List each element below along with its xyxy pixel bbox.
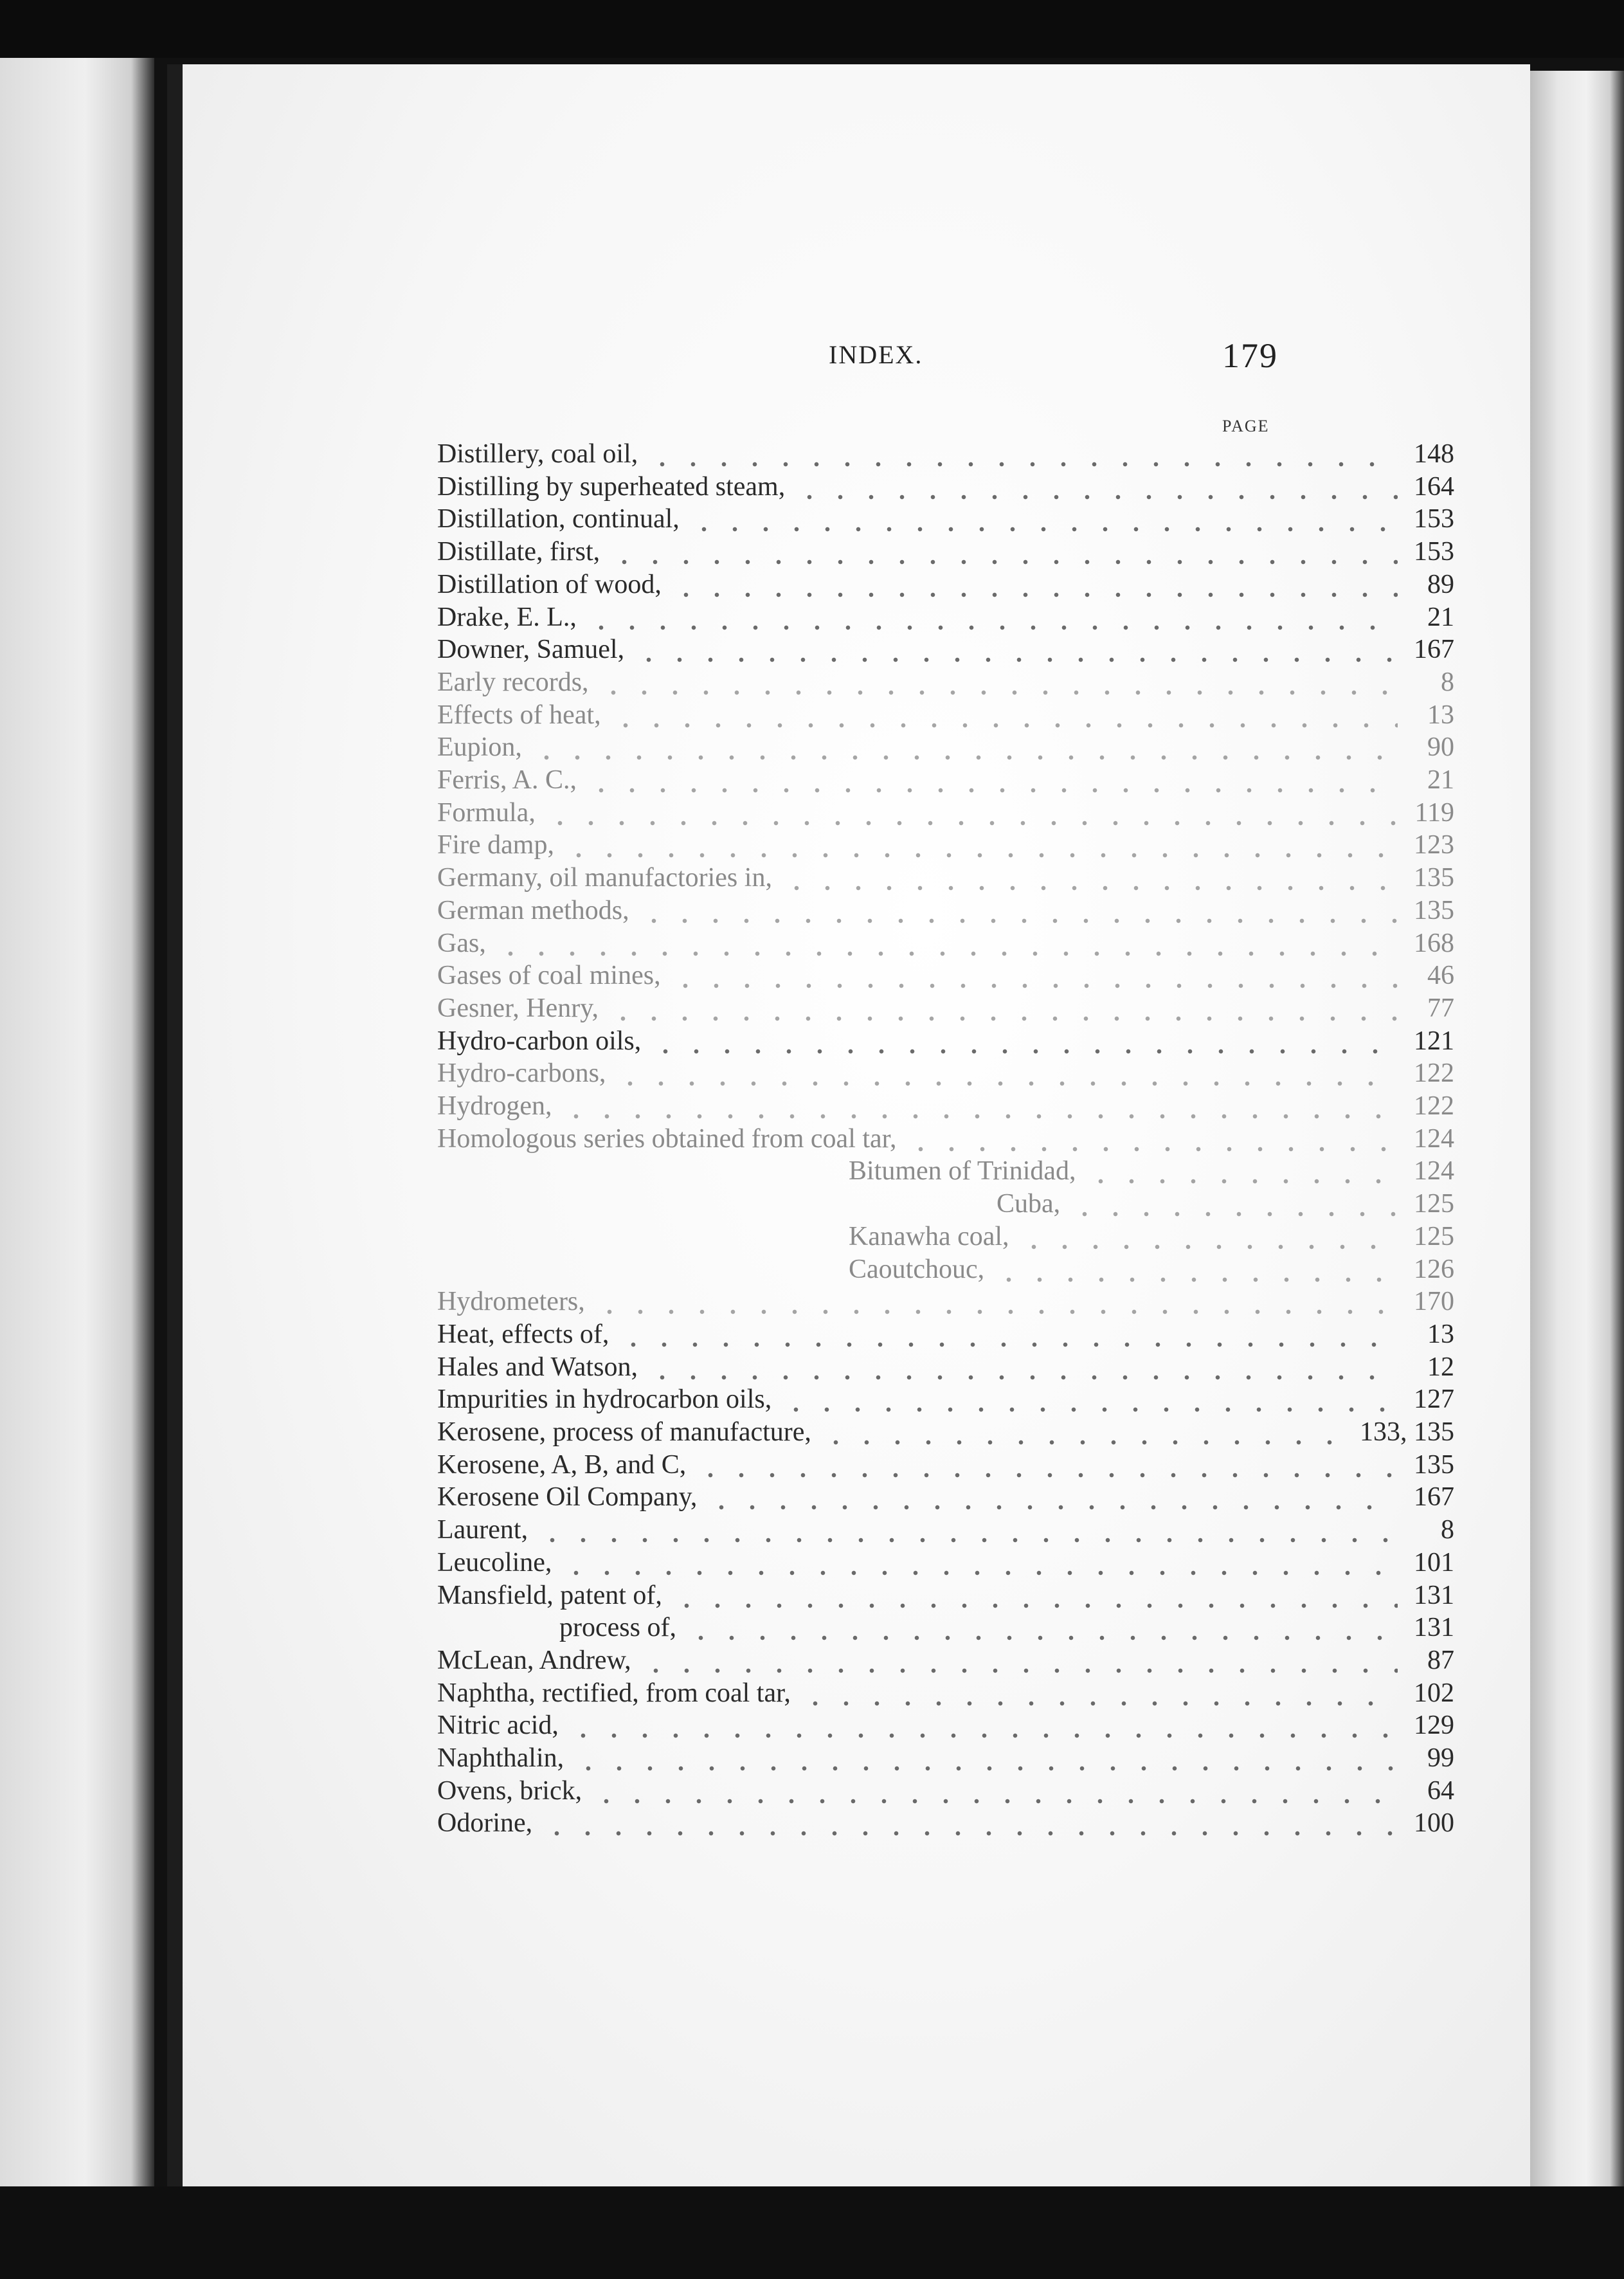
dot-leader — [561, 1546, 1398, 1579]
index-entry — [437, 1448, 1454, 1482]
index-term: Caoutchouc, — [849, 1255, 985, 1284]
dot-leader — [647, 437, 1398, 471]
index-entry — [437, 731, 1454, 764]
dot-leader — [685, 1611, 1398, 1644]
index-page-ref: 135 — [1414, 896, 1454, 925]
dot-leader — [586, 601, 1398, 634]
index-entry — [437, 1741, 1454, 1775]
dot-leader — [640, 1644, 1398, 1677]
index-term: Ferris, A. C., — [437, 765, 577, 795]
dot-leader — [561, 1089, 1398, 1123]
index-page-ref: 77 — [1427, 994, 1454, 1023]
index-page-ref: 100 — [1414, 1808, 1454, 1838]
index-entry — [437, 1318, 1454, 1351]
index-entry — [437, 959, 1454, 992]
index-page-ref: 125 — [1414, 1189, 1454, 1219]
index-term: Hydrometers, — [437, 1287, 585, 1316]
index-entry — [437, 698, 1454, 732]
dot-leader — [820, 1415, 1348, 1449]
index-term: Kanawha coal, — [849, 1222, 1009, 1251]
index-page-ref: 153 — [1414, 504, 1454, 534]
dot-leader — [780, 1383, 1398, 1416]
index-entry — [437, 1676, 1454, 1710]
index-term: Distillate, first, — [437, 537, 600, 567]
index-page-ref: 87 — [1427, 1646, 1454, 1675]
index-term: Laurent, — [437, 1515, 528, 1545]
index-page-ref: 167 — [1414, 635, 1454, 664]
index-entry — [437, 796, 1454, 830]
index-term: Bitumen of Trinidad, — [849, 1156, 1076, 1186]
index-entry — [437, 1024, 1454, 1058]
page-number: 179 — [1222, 336, 1278, 375]
dot-leader — [563, 828, 1398, 862]
index-page-ref: 127 — [1414, 1385, 1454, 1414]
index-page-ref: 8 — [1441, 667, 1454, 697]
index-page-ref: 148 — [1414, 439, 1454, 469]
index-page-ref: 122 — [1414, 1091, 1454, 1121]
index-entry — [437, 1546, 1454, 1579]
index-page-ref: 122 — [1414, 1058, 1454, 1088]
index-term: Heat, effects of, — [437, 1320, 609, 1349]
page-fore-edge — [1530, 71, 1624, 2186]
index-entry — [437, 633, 1454, 666]
dot-leader — [615, 1057, 1398, 1090]
dot-leader — [531, 731, 1398, 764]
index-page-ref: 167 — [1414, 1482, 1454, 1512]
dot-leader — [1085, 1154, 1398, 1188]
book-page — [183, 64, 1530, 2186]
index-entry — [437, 992, 1454, 1025]
index-page-ref: 125 — [1414, 1222, 1454, 1251]
index-entry — [437, 601, 1454, 634]
index-term: Kerosene, A, B, and C, — [437, 1450, 687, 1480]
dot-leader — [594, 1285, 1398, 1318]
index-page-ref: 119 — [1414, 798, 1454, 828]
index-page-ref: 13 — [1427, 700, 1454, 730]
index-entry — [437, 894, 1454, 927]
dot-leader — [689, 502, 1398, 536]
index-term: Drake, E. L., — [437, 603, 577, 632]
page-column-label: PAGE — [1222, 417, 1270, 435]
index-term: Eupion, — [437, 732, 522, 762]
index-entry — [437, 1579, 1454, 1612]
index-term: Downer, Samuel, — [437, 635, 625, 664]
index-term: McLean, Andrew, — [437, 1646, 631, 1675]
dot-leader — [905, 1122, 1398, 1156]
index-entry — [437, 502, 1454, 536]
index-entry — [437, 1089, 1454, 1123]
dot-leader — [618, 1318, 1398, 1351]
book-spine-shadow — [167, 64, 183, 2186]
index-term: Distillation of wood, — [437, 570, 662, 599]
index-entry — [437, 1644, 1454, 1677]
index-page-ref: 124 — [1414, 1156, 1454, 1186]
dot-leader — [794, 470, 1398, 504]
index-term: Gesner, Henry, — [437, 994, 599, 1023]
index-page-ref: 126 — [1414, 1255, 1454, 1284]
index-page-ref: 8 — [1441, 1515, 1454, 1545]
index-entry — [437, 1513, 1454, 1547]
index-term: Gases of coal mines, — [437, 961, 661, 990]
index-page-ref: 89 — [1427, 570, 1454, 599]
index-page-ref: 12 — [1427, 1352, 1454, 1382]
dot-leader — [541, 1806, 1398, 1840]
dot-leader — [650, 1024, 1398, 1058]
dot-leader — [568, 1709, 1398, 1742]
dot-leader — [695, 1448, 1398, 1482]
index-term: Mansfield, patent of, — [437, 1581, 662, 1610]
index-page-ref: 131 — [1414, 1581, 1454, 1610]
index-entry — [437, 1383, 1454, 1416]
index-term: Distillery, coal oil, — [437, 439, 638, 469]
index-entry — [997, 1187, 1454, 1221]
dot-leader — [608, 992, 1398, 1025]
index-page-ref: 133, 135 — [1360, 1417, 1454, 1447]
index-entry — [437, 927, 1454, 960]
dot-leader — [671, 568, 1398, 601]
index-term: Germany, oil manufactories in, — [437, 863, 772, 893]
index-entry — [559, 1611, 1454, 1644]
index-entry — [437, 1350, 1454, 1384]
index-term: Hydro-carbon oils, — [437, 1026, 642, 1056]
index-page-ref: 21 — [1427, 765, 1454, 795]
scan-border-top — [0, 0, 1624, 58]
dot-leader — [545, 796, 1398, 830]
index-page-ref: 46 — [1427, 961, 1454, 990]
index-term: Fire damp, — [437, 830, 554, 860]
facing-page-edge — [0, 58, 154, 2186]
index-page-ref: 90 — [1427, 732, 1454, 762]
index-page-ref: 102 — [1414, 1678, 1454, 1708]
dot-leader — [647, 1350, 1398, 1384]
dot-leader — [671, 1579, 1398, 1612]
dot-leader — [638, 894, 1398, 927]
dot-leader — [706, 1480, 1398, 1514]
dot-leader — [598, 666, 1398, 699]
running-head-title: INDEX. — [829, 340, 923, 369]
index-page-ref: 129 — [1414, 1711, 1454, 1740]
index-term: German methods, — [437, 896, 629, 925]
index-term: Kerosene Oil Company, — [437, 1482, 698, 1512]
index-term: Nitric acid, — [437, 1711, 559, 1740]
index-entry — [437, 1122, 1454, 1156]
index-term: Formula, — [437, 798, 536, 828]
dot-leader — [670, 959, 1398, 992]
index-term: Cuba, — [997, 1189, 1061, 1219]
dot-leader — [610, 698, 1398, 732]
index-entry — [437, 1415, 1454, 1449]
dot-leader — [1018, 1220, 1398, 1253]
index-entry — [437, 666, 1454, 699]
index-term: Homologous series obtained from coal tar, — [437, 1124, 897, 1154]
index-term: Impurities in hydrocarbon oils, — [437, 1385, 772, 1414]
dot-leader — [537, 1513, 1398, 1547]
index-page-ref: 153 — [1414, 537, 1454, 567]
index-page-ref: 13 — [1427, 1320, 1454, 1349]
index-entry — [437, 470, 1454, 504]
index-entry — [437, 1480, 1454, 1514]
index-term: Distillation, continual, — [437, 504, 680, 534]
index-term: process of, — [559, 1613, 676, 1642]
index-entry — [437, 535, 1454, 568]
index-term: Effects of heat, — [437, 700, 601, 730]
index-term: Ovens, brick, — [437, 1776, 582, 1806]
index-page-ref: 21 — [1427, 603, 1454, 632]
index-term: Distilling by superheated steam, — [437, 472, 786, 502]
index-entry — [437, 437, 1454, 471]
index-page-ref: 170 — [1414, 1287, 1454, 1316]
dot-leader — [781, 861, 1398, 894]
dot-leader — [586, 763, 1398, 797]
index-term: Naphtha, rectified, from coal tar, — [437, 1678, 791, 1708]
index-page-ref: 131 — [1414, 1613, 1454, 1642]
index-page-ref: 124 — [1414, 1124, 1454, 1154]
dot-leader — [633, 633, 1398, 666]
index-term: Leucoline, — [437, 1548, 552, 1577]
dot-leader — [609, 535, 1398, 568]
index-term: Hydro-carbons, — [437, 1058, 606, 1088]
index-entry — [437, 1057, 1454, 1090]
index-page-ref: 99 — [1427, 1743, 1454, 1773]
index-entry — [849, 1220, 1454, 1253]
index-term: Hales and Watson, — [437, 1352, 638, 1382]
dot-leader — [1069, 1187, 1398, 1221]
dot-leader — [993, 1253, 1398, 1286]
index-entry — [437, 1285, 1454, 1318]
index-entry — [437, 1806, 1454, 1840]
index-entry — [849, 1154, 1454, 1188]
index-page-ref: 64 — [1427, 1776, 1454, 1806]
index-entry — [437, 1774, 1454, 1808]
index-page-ref: 168 — [1414, 929, 1454, 958]
index-page-ref: 101 — [1414, 1548, 1454, 1577]
index-entry — [437, 763, 1454, 797]
index-page-ref: 164 — [1414, 472, 1454, 502]
index-entry — [849, 1253, 1454, 1286]
index-term: Early records, — [437, 667, 589, 697]
dot-leader — [495, 927, 1398, 960]
index-page-ref: 135 — [1414, 1450, 1454, 1480]
scan-border-bottom — [0, 2186, 1624, 2279]
dot-leader — [573, 1741, 1398, 1775]
index-term: Hydrogen, — [437, 1091, 552, 1121]
index-page-ref: 123 — [1414, 830, 1454, 860]
dot-leader — [800, 1676, 1398, 1710]
index-list — [183, 64, 1530, 2186]
index-entry — [437, 861, 1454, 894]
index-term: Naphthalin, — [437, 1743, 564, 1773]
index-entry — [437, 568, 1454, 601]
index-entry — [437, 1709, 1454, 1742]
index-entry — [437, 828, 1454, 862]
dot-leader — [591, 1774, 1398, 1808]
index-term: Odorine, — [437, 1808, 533, 1838]
index-page-ref: 121 — [1414, 1026, 1454, 1056]
index-page-ref: 135 — [1414, 863, 1454, 893]
index-term: Kerosene, process of manufacture, — [437, 1417, 811, 1447]
index-term: Gas, — [437, 929, 486, 958]
